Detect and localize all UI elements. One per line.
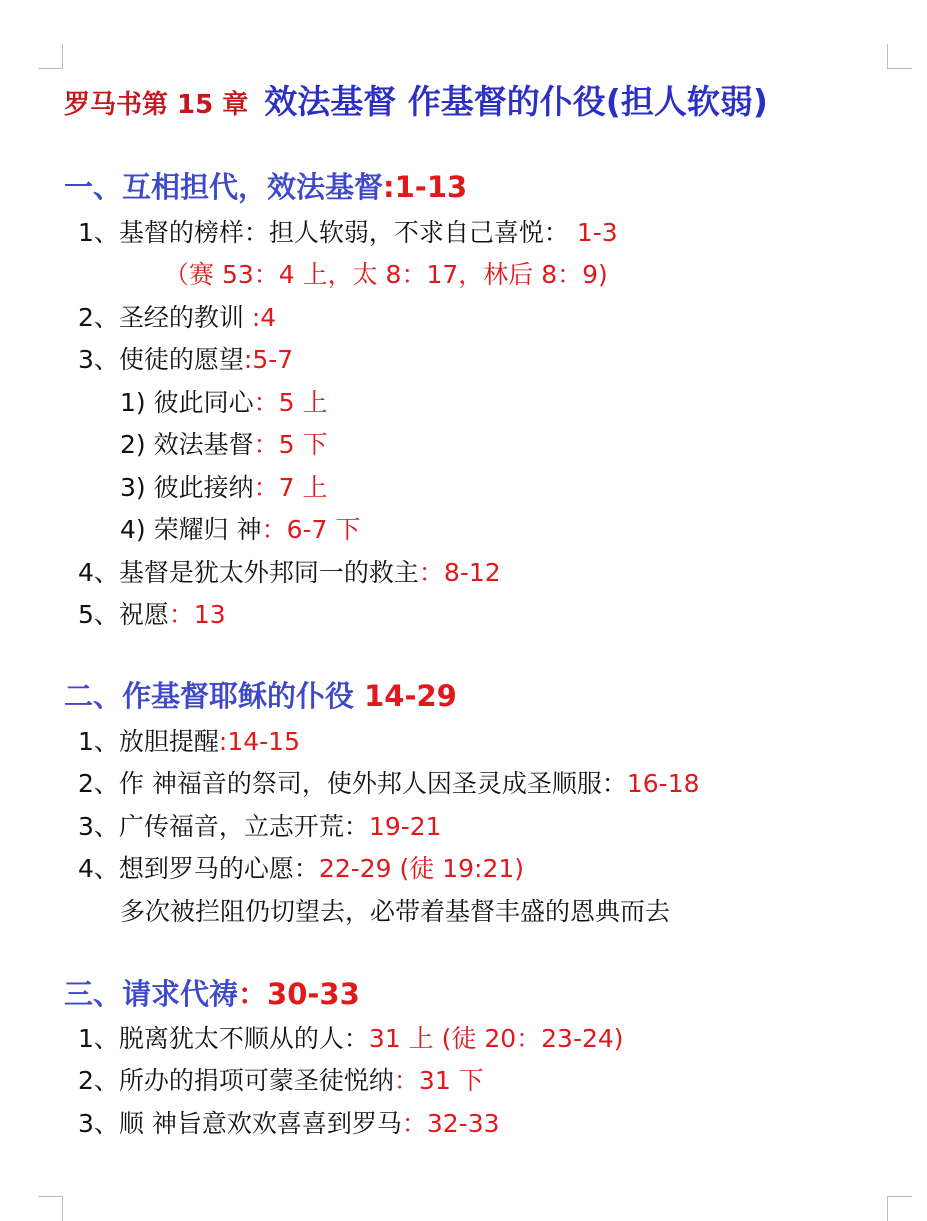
item-ref: 19-21 [368, 812, 442, 841]
item-text: 3、顺 神旨意欢欢喜喜到罗马 [78, 1109, 402, 1138]
title-book: 罗马书第 15 章 [64, 90, 249, 120]
item-text: 3、广传福音，立志开荒： [78, 812, 369, 841]
sub-item [120, 468, 327, 504]
item-ref: :5-7 [243, 345, 294, 374]
section-3-title: 三、请求代祷 [64, 977, 239, 1011]
item-text: 3) 彼此接纳 [120, 473, 254, 502]
item-ref: 16-18 [626, 769, 700, 798]
section-2-title: 二、作基督耶稣的仆役 [64, 679, 355, 713]
item-text: 1、放胆提醒 [78, 727, 219, 756]
item-ref: ：32-33 [401, 1109, 500, 1138]
sub-item [120, 425, 327, 461]
item-text: 2、所办的捐项可蒙圣徒悦纳 [78, 1066, 394, 1095]
list-item [78, 1061, 484, 1097]
section-1-heading [64, 165, 467, 206]
sub-item [120, 383, 327, 419]
sub-item [120, 510, 360, 546]
list-item [78, 1104, 500, 1140]
section-3-ref: ：30-33 [238, 977, 360, 1011]
section-2-heading [64, 674, 457, 715]
title-main: 效法基督 作基督的仆役(担人软弱) [264, 82, 768, 121]
item-text: 4、想到罗马的心愿： [78, 854, 319, 883]
item-ref: ：7 上 [253, 473, 328, 502]
list-item [78, 849, 524, 885]
item-text: 4、基督是犹太外邦同一的救主 [78, 558, 419, 587]
item-text: 5、祝愿 [78, 600, 169, 629]
item-text: 1、脱离犹太不顺从的人： [78, 1024, 369, 1053]
item-ref: ：8-12 [418, 558, 501, 587]
item-ref: 1-3 [568, 218, 618, 247]
item-ref: ：6-7 下 [261, 515, 361, 544]
item-text: 1、基督的榜样：担人软弱，不求自己喜悦： [78, 218, 569, 247]
item-ref: ：5 上 [253, 388, 328, 417]
crop-mark-top-right [887, 44, 912, 69]
note-text: 多次被拦阻仍切望去，必带着基督丰盛的恩典而去 [120, 897, 671, 926]
item-ref: ：13 [168, 600, 226, 629]
crop-mark-bottom-left [38, 1196, 63, 1221]
item-ref: :14-15 [218, 727, 300, 756]
list-item [78, 1019, 624, 1055]
list-item [78, 213, 618, 249]
section-1-title: 一、互相担代，效法基督 [64, 170, 384, 204]
list-item [78, 298, 276, 334]
crop-mark-top-left [38, 44, 63, 69]
section-1-ref: :1-13 [383, 170, 468, 204]
item-ref: 22-29 (徒 19:21) [318, 854, 525, 883]
item-text: 3、使徒的愿望 [78, 345, 244, 374]
section-3-heading [64, 972, 360, 1013]
item-text: 1) 彼此同心 [120, 388, 254, 417]
item-text: 2) 效法基督 [120, 430, 254, 459]
list-item [78, 764, 700, 800]
section-2-ref: 14-29 [354, 679, 457, 713]
item-text: 2、圣经的教训 [78, 303, 252, 332]
list-item [78, 553, 501, 589]
item-ref: ：31 下 [393, 1066, 484, 1095]
item-ref: ：5 下 [253, 430, 328, 459]
page-title [64, 76, 768, 123]
item-ref: :4 [251, 303, 277, 332]
crop-mark-bottom-right [887, 1196, 912, 1221]
list-item [78, 595, 226, 631]
list-item [78, 340, 293, 376]
list-item [78, 722, 300, 758]
item-text: 4) 荣耀归 神 [120, 515, 262, 544]
cross-reference: （赛 53：4 上，太 8：17，林后 8：9) [164, 260, 608, 289]
item-ref: 31 上 (徒 20：23-24) [368, 1024, 624, 1053]
item-text: 2、作 神福音的祭司，使外邦人因圣灵成圣顺服： [78, 769, 627, 798]
list-item [78, 807, 442, 843]
